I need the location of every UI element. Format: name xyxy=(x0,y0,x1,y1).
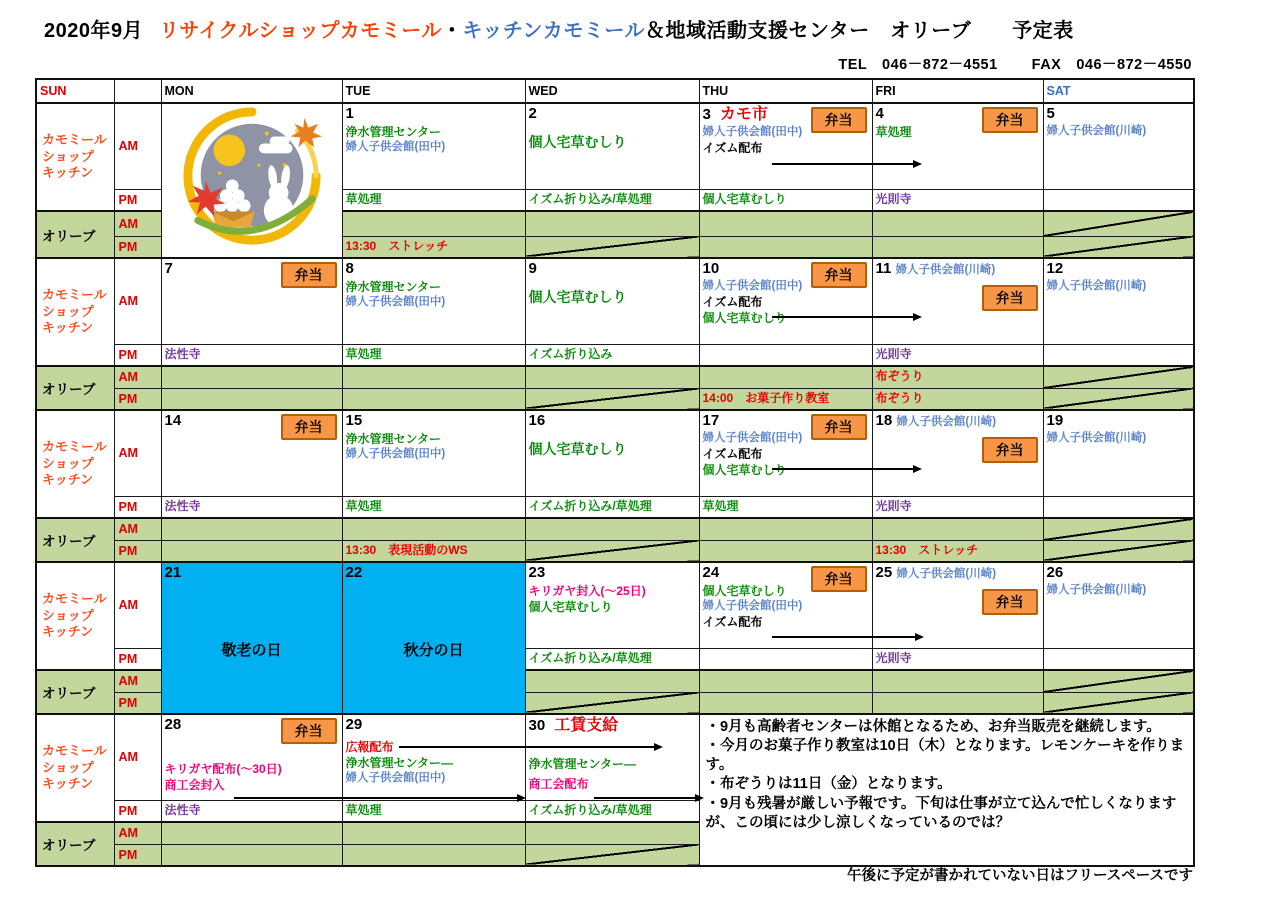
date-number: 11 婦人子供会館(川崎) xyxy=(875,260,996,277)
cell-w1-wed-olive-am xyxy=(525,211,699,236)
pm-label: PM xyxy=(114,540,161,562)
event-text: イズム配布 xyxy=(702,295,763,310)
event-text: 婦人子供会館(川崎) xyxy=(896,416,997,428)
pm-label: PM xyxy=(114,189,161,211)
cell-w3-mon-pm xyxy=(161,496,342,518)
date-number: 29 xyxy=(345,716,363,733)
cell-w1-thu-am xyxy=(699,103,872,189)
event-text: 個人宅草むしり xyxy=(702,311,787,326)
cell-w2-sat-olive-pm xyxy=(1043,388,1194,410)
title-month: 2020年9月 xyxy=(44,20,144,42)
cell-w1-fri-pm xyxy=(872,189,1043,211)
bento-badge: 弁当 xyxy=(281,718,337,744)
event-text: 婦人子供会館(川崎) xyxy=(1046,431,1147,444)
event-text: 13:30 表現活動のWS xyxy=(345,542,468,557)
tsukimi-illustration xyxy=(168,104,336,252)
cell-w3-wed-olive-am xyxy=(525,518,699,540)
am-label: AM xyxy=(114,518,161,540)
note-line: ・布ぞうりは11日（金）となります。 xyxy=(705,776,952,793)
date-number: 12 xyxy=(1046,260,1064,277)
title-kitchen-name: キッチンカモミール xyxy=(462,20,646,42)
cell-w3-mon-olive-am xyxy=(161,518,342,540)
event-text: 草処理 xyxy=(345,802,382,817)
cell-w3-thu-olive-am xyxy=(699,518,872,540)
cell-w1-wed-pm xyxy=(525,189,699,211)
row-label-olive: オリーブ xyxy=(36,822,114,866)
header-fri: FRI xyxy=(872,79,1043,103)
title-separator: ・ xyxy=(441,20,463,42)
note-line: ・9月も残暑が厳しい予報です。下旬は仕事が立て込んで忙しくなりますが、この頃には少し涼しくなっているのでは？ xyxy=(705,795,1177,831)
event-text: キリガヤ配布(～30日) xyxy=(164,761,282,776)
calendar-table xyxy=(35,78,1195,867)
date-number: 17 xyxy=(702,412,720,429)
bento-badge: 弁当 xyxy=(982,285,1038,311)
header-wed: WED xyxy=(525,79,699,103)
cell-w4-thu-olive-pm xyxy=(699,692,872,714)
event-text: 婦人子供会館(田中) xyxy=(345,295,446,308)
event-text: 浄水管理センター xyxy=(345,124,442,139)
date-number: 8 xyxy=(345,260,354,277)
arrow-line xyxy=(399,746,661,748)
cell-w5-wed-am xyxy=(525,714,699,800)
row-label-chamomile: カモミール ショップ キッチン xyxy=(36,103,114,211)
cell-w5-mon-am xyxy=(161,714,342,800)
date-number: 2 xyxy=(528,105,537,122)
header-thu: THU xyxy=(699,79,872,103)
cell-w4-sat-olive-pm xyxy=(1043,692,1194,714)
event-text: 草処理 xyxy=(702,498,739,513)
event-text: 光則寺 xyxy=(875,498,912,513)
row-label-chamomile: カモミール ショップ キッチン xyxy=(36,562,114,670)
cell-w2-sat-olive-am xyxy=(1043,366,1194,388)
event-text: 婦人子供会館(田中) xyxy=(702,431,803,444)
contact-line xyxy=(838,53,1192,74)
cell-w4-tue-holiday xyxy=(342,562,525,714)
event-text: イズム配布 xyxy=(702,615,763,630)
cell-w1-fri-olive-am xyxy=(872,211,1043,236)
event-text: 光則寺 xyxy=(875,346,912,361)
event-text: イズム折り込み xyxy=(528,346,613,361)
cell-w5-tue-am xyxy=(342,714,525,800)
cell-w1-tue-pm xyxy=(342,189,525,211)
title-shop-name: リサイクルショップカモミール xyxy=(159,20,442,42)
arrow-line xyxy=(772,316,920,318)
cell-w4-fri-pm xyxy=(872,648,1043,670)
event-text: 婦人子供会館(川崎) xyxy=(1046,124,1147,137)
wage-payment-label: 工賃支給 xyxy=(554,717,619,734)
cell-w4-wed-pm xyxy=(525,648,699,670)
arrow-line xyxy=(234,797,524,799)
pm-label: PM xyxy=(114,692,161,714)
page-title xyxy=(44,14,1074,43)
header-sun: SUN xyxy=(36,79,114,103)
cell-w4-fri-olive-am xyxy=(872,670,1043,692)
event-text: イズム折り込み/草処理 xyxy=(528,191,652,206)
cell-w3-mon-olive-pm xyxy=(161,540,342,562)
pm-label: PM xyxy=(114,844,161,866)
event-text: 個人宅草むしり xyxy=(528,599,613,614)
arrow-line xyxy=(772,163,920,165)
cell-w2-thu-olive-pm xyxy=(699,388,872,410)
cell-w3-tue-pm xyxy=(342,496,525,518)
cell-w5-mon-olive-am xyxy=(161,822,342,844)
row-label-chamomile: カモミール ショップ キッチン xyxy=(36,410,114,518)
cell-w3-tue-olive-am xyxy=(342,518,525,540)
cell-w2-tue-olive-pm xyxy=(342,388,525,410)
arrow-line xyxy=(772,468,920,470)
cell-w3-wed-pm xyxy=(525,496,699,518)
cell-w4-thu-am xyxy=(699,562,872,648)
cell-w5-tue-pm xyxy=(342,800,525,822)
bento-badge: 弁当 xyxy=(982,107,1038,133)
bento-badge: 弁当 xyxy=(811,414,867,440)
event-text: 婦人子供会館(田中) xyxy=(345,771,446,784)
date-number: 15 xyxy=(345,412,363,429)
am-label: AM xyxy=(114,670,161,692)
cell-w3-sat-olive-am xyxy=(1043,518,1194,540)
cell-w4-sat-am xyxy=(1043,562,1194,648)
event-text: 草処理 xyxy=(345,191,382,206)
am-label: AM xyxy=(114,562,161,648)
cell-w1-tue-olive-am xyxy=(342,211,525,236)
pm-label: PM xyxy=(114,388,161,410)
event-text: 浄水管理センター― xyxy=(528,757,637,771)
notes-block xyxy=(699,714,1194,866)
event-text: 草処理 xyxy=(345,346,382,361)
event-text: 婦人子供会館(田中) xyxy=(702,279,803,292)
arrow-line xyxy=(594,797,702,799)
cell-w2-tue-am xyxy=(342,258,525,344)
cell-w3-thu-pm xyxy=(699,496,872,518)
cell-w2-wed-am xyxy=(525,258,699,344)
cell-w3-sat-pm xyxy=(1043,496,1194,518)
am-label: AM xyxy=(114,211,161,236)
event-text: 婦人子供会館(川崎) xyxy=(896,568,997,580)
event-text: 婦人子供会館(川崎) xyxy=(895,264,996,276)
cell-w1-thu-olive-am xyxy=(699,211,872,236)
cell-w1-sat-olive-am xyxy=(1043,211,1194,236)
cell-w2-mon-pm xyxy=(161,344,342,366)
title-rest: ＆地域活動支援センター オリーブ 予定表 xyxy=(645,20,1074,42)
cell-w5-mon-olive-pm xyxy=(161,844,342,866)
event-text: 浄水管理センター xyxy=(345,431,442,446)
cell-w4-thu-olive-am xyxy=(699,670,872,692)
holiday-name: 敬老の日 xyxy=(221,641,282,659)
cell-w3-thu-am xyxy=(699,410,872,496)
cell-w4-thu-pm xyxy=(699,648,872,670)
am-label: AM xyxy=(114,366,161,388)
date-number: 1 xyxy=(345,105,354,122)
event-text: 個人宅草むしり xyxy=(528,133,627,150)
cell-w2-wed-olive-pm xyxy=(525,388,699,410)
cell-w2-sat-pm xyxy=(1043,344,1194,366)
am-label: AM xyxy=(114,103,161,189)
cell-w3-tue-am xyxy=(342,410,525,496)
event-text: 草処理 xyxy=(875,124,912,139)
cell-w1-tue-am xyxy=(342,103,525,189)
event-text: 個人宅草むしり xyxy=(528,440,627,457)
date-number: 14 xyxy=(164,412,182,429)
cell-w2-wed-olive-am xyxy=(525,366,699,388)
event-text: イズム折り込み/草処理 xyxy=(528,650,652,665)
cell-w2-mon-am xyxy=(161,258,342,344)
cell-w2-fri-pm xyxy=(872,344,1043,366)
cell-w2-wed-pm xyxy=(525,344,699,366)
tel-number: TEL 046－872－4551 xyxy=(838,57,998,73)
cell-w1-sat-olive-pm xyxy=(1043,236,1194,258)
event-text: 光則寺 xyxy=(875,650,912,665)
date-number: 3 カモ市 xyxy=(702,106,768,123)
cell-w2-tue-pm xyxy=(342,344,525,366)
cell-w1-fri-am xyxy=(872,103,1043,189)
event-text: 13:30 ストレッチ xyxy=(875,542,979,557)
cell-w3-sat-olive-pm xyxy=(1043,540,1194,562)
note-line: ・9月も高齢者センターは休館となるため、お弁当販売を継続します。 xyxy=(705,719,1161,735)
date-number: 9 xyxy=(528,260,537,277)
row-label-chamomile: カモミール ショップ キッチン xyxy=(36,258,114,366)
cell-w4-wed-olive-am xyxy=(525,670,699,692)
bento-badge: 弁当 xyxy=(982,589,1038,615)
cell-w3-wed-am xyxy=(525,410,699,496)
row-label-chamomile: カモミール ショップ キッチン xyxy=(36,714,114,822)
event-text: 婦人子供会館(川崎) xyxy=(1046,583,1147,596)
event-text: 法性寺 xyxy=(164,498,201,513)
event-text: 14:00 お菓子作り教室 xyxy=(702,390,830,405)
cell-w2-fri-olive-am xyxy=(872,366,1043,388)
event-text: 婦人子供会館(川崎) xyxy=(1046,279,1147,292)
date-number: 26 xyxy=(1046,564,1064,581)
event-text: 光則寺 xyxy=(875,191,912,206)
cell-w2-tue-olive-am xyxy=(342,366,525,388)
date-number: 30 工賃支給 xyxy=(528,717,619,734)
bento-badge: 弁当 xyxy=(281,262,337,288)
event-text: 婦人子供会館(田中) xyxy=(702,599,803,612)
date-number: 25 婦人子供会館(川崎) xyxy=(875,564,997,581)
pm-label: PM xyxy=(114,344,161,366)
am-label: AM xyxy=(114,822,161,844)
cell-w3-fri-olive-am xyxy=(872,518,1043,540)
event-text: 個人宅草むしり xyxy=(528,288,627,305)
event-text: イズム配布 xyxy=(702,141,763,156)
event-text: 草処理 xyxy=(345,498,382,513)
header-row xyxy=(36,79,1194,103)
cell-w5-wed-olive-pm xyxy=(525,844,699,866)
cell-w3-mon-am xyxy=(161,410,342,496)
date-number: 21 xyxy=(164,564,182,581)
date-number: 4 xyxy=(875,105,884,122)
cell-w3-sat-am xyxy=(1043,410,1194,496)
date-number: 18 婦人子供会館(川崎) xyxy=(875,412,997,429)
event-text: 個人宅草むしり xyxy=(702,463,787,478)
holiday-name: 秋分の日 xyxy=(403,641,464,659)
bento-badge: 弁当 xyxy=(811,566,867,592)
bento-badge: 弁当 xyxy=(811,107,867,133)
cell-w5-tue-olive-am xyxy=(342,822,525,844)
date-number: 22 xyxy=(345,564,363,581)
cell-w5-tue-olive-pm xyxy=(342,844,525,866)
date-number: 16 xyxy=(528,412,546,429)
cell-w3-fri-pm xyxy=(872,496,1043,518)
am-label: AM xyxy=(114,714,161,800)
am-label: AM xyxy=(114,258,161,344)
cell-w2-thu-pm xyxy=(699,344,872,366)
event-text: 浄水管理センター xyxy=(345,279,442,294)
arrow-line xyxy=(772,636,922,638)
event-text: 浄水管理センター― xyxy=(345,755,454,770)
kamo-market-label: カモ市 xyxy=(719,106,768,123)
am-label: AM xyxy=(114,410,161,496)
fax-number: FAX 046－872－4550 xyxy=(1031,57,1192,73)
cell-w5-wed-pm xyxy=(525,800,699,822)
cell-w1-sat-pm xyxy=(1043,189,1194,211)
cell-w2-mon-olive-pm xyxy=(161,388,342,410)
cell-w1-thu-olive-pm xyxy=(699,236,872,258)
cell-w4-sat-olive-am xyxy=(1043,670,1194,692)
row-label-olive: オリーブ xyxy=(36,366,114,410)
cell-w1-sat-am xyxy=(1043,103,1194,189)
event-text: イズム折り込み/草処理 xyxy=(528,802,652,817)
cell-w1-fri-olive-pm xyxy=(872,236,1043,258)
event-text: 婦人子供会館(田中) xyxy=(345,447,446,460)
date-number: 10 xyxy=(702,260,720,277)
pm-label: PM xyxy=(114,800,161,822)
cell-w4-wed-am xyxy=(525,562,699,648)
date-number: 5 xyxy=(1046,105,1055,122)
date-number: 7 xyxy=(164,260,173,277)
cell-w4-wed-olive-pm xyxy=(525,692,699,714)
bento-badge: 弁当 xyxy=(982,437,1038,463)
date-number: 28 xyxy=(164,716,182,733)
event-text: 法性寺 xyxy=(164,346,201,361)
row-label-olive: オリーブ xyxy=(36,518,114,562)
cell-w3-wed-olive-pm xyxy=(525,540,699,562)
cell-w4-fri-olive-pm xyxy=(872,692,1043,714)
cell-w2-mon-olive-am xyxy=(161,366,342,388)
note-line: ・今月のお菓子作り教室は10日（木）となります。レモンケーキを作ります。 xyxy=(705,738,1185,774)
event-text: 布ぞうり xyxy=(875,369,924,383)
row-label-olive: オリーブ xyxy=(36,670,114,714)
event-text: 13:30 ストレッチ xyxy=(345,238,449,253)
event-text: 婦人子供会館(田中) xyxy=(345,140,446,153)
cell-w1-wed-olive-pm xyxy=(525,236,699,258)
event-text: 広報配布 xyxy=(345,739,394,754)
event-text: キリガヤ封入(～25日) xyxy=(528,583,646,598)
cell-w3-tue-olive-pm xyxy=(342,540,525,562)
event-text: イズム配布 xyxy=(702,447,763,462)
event-text: 商工会配布 xyxy=(528,777,589,792)
cell-w2-sat-am xyxy=(1043,258,1194,344)
event-text: 布ぞうり xyxy=(875,390,924,405)
header-sat: SAT xyxy=(1043,79,1194,103)
pm-label: PM xyxy=(114,496,161,518)
cell-w1-thu-pm xyxy=(699,189,872,211)
event-text: 法性寺 xyxy=(164,802,201,817)
cell-w5-wed-olive-am xyxy=(525,822,699,844)
pm-label: PM xyxy=(114,236,161,258)
cell-w5-mon-pm xyxy=(161,800,342,822)
footer-note: 午後に予定が書かれていない日はフリースペースです xyxy=(847,868,1193,884)
cell-w2-fri-olive-pm xyxy=(872,388,1043,410)
bento-badge: 弁当 xyxy=(811,262,867,288)
cell-w1-wed-am xyxy=(525,103,699,189)
cell-w2-thu-olive-am xyxy=(699,366,872,388)
pm-label: PM xyxy=(114,648,161,670)
event-text: 個人宅草むしり xyxy=(702,583,787,598)
date-number: 19 xyxy=(1046,412,1064,429)
event-text: 商工会封入 xyxy=(164,777,225,792)
cell-w3-thu-olive-pm xyxy=(699,540,872,562)
cell-w4-sat-pm xyxy=(1043,648,1194,670)
cell-w1-mon xyxy=(161,103,342,258)
event-text: 婦人子供会館(田中) xyxy=(702,126,803,138)
cell-w3-fri-olive-pm xyxy=(872,540,1043,562)
cell-w2-fri-am xyxy=(872,258,1043,344)
cell-w1-tue-olive-pm xyxy=(342,236,525,258)
header-mon: MON xyxy=(161,79,342,103)
cell-w2-thu-am xyxy=(699,258,872,344)
bento-badge: 弁当 xyxy=(281,414,337,440)
cell-w4-mon-holiday xyxy=(161,562,342,714)
row-label-olive: オリーブ xyxy=(36,211,114,258)
cell-w3-fri-am xyxy=(872,410,1043,496)
event-text: 個人宅草むしり xyxy=(702,191,787,206)
date-number: 23 xyxy=(528,564,546,581)
event-text: イズム折り込み/草処理 xyxy=(528,498,652,513)
header-tue: TUE xyxy=(342,79,525,103)
header-ampm xyxy=(114,79,161,103)
date-number: 24 xyxy=(702,564,720,581)
